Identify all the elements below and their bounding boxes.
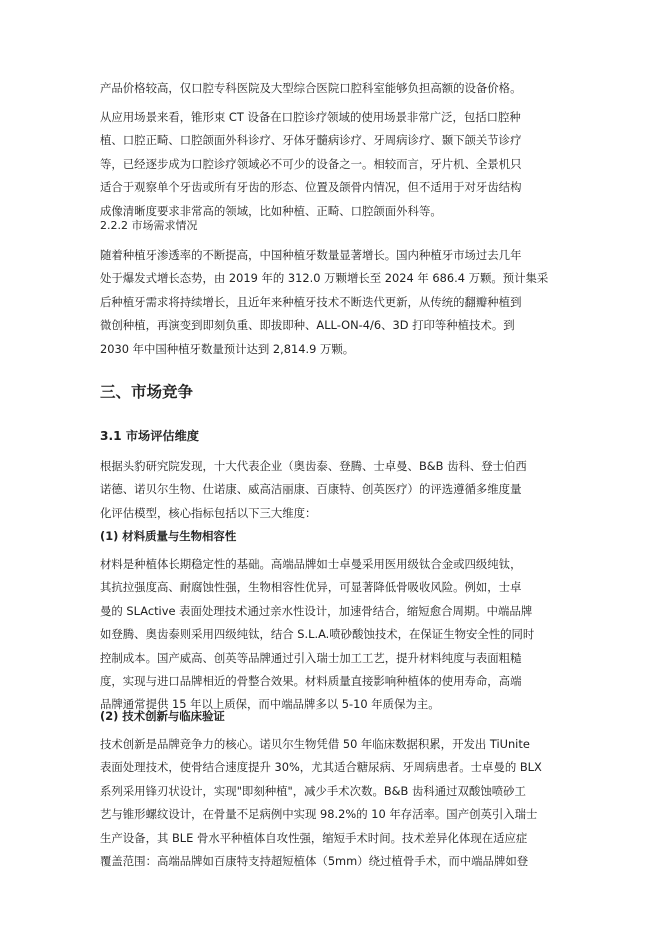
text-line: 生产设备，其 BLE 骨水平种植体自攻性强，缩短手术时间。技术差异化体现在适应症 bbox=[100, 830, 528, 845]
text-line: 成像清晰度要求非常高的领域，比如种植、正畸、口腔颌面外科等。 bbox=[100, 203, 442, 218]
text-line: 覆盖范围：高端品牌如百康特支持超短植体（5mm）绕过植骨手术，而中端品牌如登 bbox=[100, 854, 529, 869]
text-line: 处于爆发式增长态势，由 2019 年的 312.0 万颗增长至 2024 年 686.4 万颗。预计集采 bbox=[100, 271, 549, 286]
paragraph-application-scenarios bbox=[100, 106, 570, 223]
text-line: 艺与锥形螺纹设计，在骨量不足病例中实现 98.2%的 10 年存活率。国产创英引入瑞士 bbox=[100, 807, 538, 822]
text-line: 产品价格较高，仅口腔专科医院及大型综合医院口腔科室能够负担高额的设备价格。 bbox=[100, 81, 522, 95]
text-line: 化评估模型，核心指标包括以下三大维度： bbox=[100, 505, 317, 520]
text-line: 从应用场景来看，锥形束 CT 设备在口腔诊疗领域的使用场景非常广泛，包括口腔种 bbox=[100, 110, 521, 124]
heading-item-1: (1) 材料质量与生物相容性 bbox=[100, 529, 237, 543]
heading-item-2: (2) 技术创新与临床验证 bbox=[100, 709, 225, 723]
paragraph-evaluation-dimensions bbox=[100, 455, 570, 525]
text-line: 其抗拉强度高、耐腐蚀性强，生物相容性优异，可显著降低骨吸收风险。例如，士卓 bbox=[100, 580, 522, 595]
text-line: 诺德、诺贝尔生物、仕诺康、威高洁丽康、百康特、创英医疗）的评选遵循多维度量 bbox=[100, 482, 522, 497]
text-line: 表面处理技术，使骨结合速度提升 30%，尤其适合糖尿病、牙周病患者。士卓曼的 BLX bbox=[100, 760, 542, 775]
heading-section-3: 三、市场竞争 bbox=[100, 383, 194, 401]
text-line: 等，已经逐步成为口腔诊疗领域必不可少的设备之一。相较而言，牙片机、全景机只 bbox=[100, 156, 522, 171]
text-line: 曼的 SLActive 表面处理技术通过亲水性设计，加速骨结合，缩短愈合周期。中端品牌 bbox=[100, 603, 533, 618]
text-line: 如登腾、奥齿泰则采用四级纯钛，结合 S.L.A.喷砂酸蚀技术，在保证生物安全性的同时 bbox=[100, 627, 535, 642]
text-line: 微创种植，再演变到即刻负重、即拔即种、ALL-ON-4/6、3D 打印等种植技术。到 bbox=[100, 318, 515, 333]
text-line: 植、口腔正畸、口腔颌面外科诊疗、牙体牙髓病诊疗、牙周病诊疗、颞下颌关节诊疗 bbox=[100, 133, 522, 148]
paragraph-market-demand bbox=[100, 244, 570, 361]
text-line: 系列采用锋刃状设计，实现"即刻种植"，减少手术次数。B&B 齿科通过双酸蚀喷砂工 bbox=[100, 783, 526, 798]
text-line: 技术创新是品牌竞争力的核心。诺贝尔生物凭借 50 年临床数据积累，开发出 TiUnite bbox=[100, 737, 530, 751]
paragraph-intro-end bbox=[100, 77, 570, 100]
text-line: 随着种植牙渗透率的不断提高，中国种植牙数量显著增长。国内种植牙市场过去几年 bbox=[100, 248, 522, 262]
text-line: 度，实现与进口品牌相近的骨整合效果。材料质量直接影响种植体的使用寿命，高端 bbox=[100, 674, 522, 689]
text-line: 适合于观察单个牙齿或所有牙齿的形态、位置及颌骨内情况，但不适用于对牙齿结构 bbox=[100, 180, 522, 195]
text-line: 材料是种植体长期稳定性的基础。高端品牌如士卓曼采用医用级钛合金或四级纯钛， bbox=[100, 557, 522, 571]
text-line: 2030 年中国种植牙数量预计达到 2,814.9 万颗。 bbox=[100, 341, 355, 356]
heading-2-2-2: 2.2.2 市场需求情况 bbox=[100, 219, 198, 232]
text-line: 控制成本。国产威高、创英等品牌通过引入瑞士加工工艺，提升材料纯度与表面粗糙 bbox=[100, 650, 522, 665]
paragraph-material-quality bbox=[100, 553, 570, 717]
text-line: 后种植牙需求将持续增长，且近年来种植牙技术不断迭代更新，从传统的翻瓣种植到 bbox=[100, 294, 522, 309]
text-line: 根据头豹研究院发现，十大代表企业（奥齿泰、登腾、士卓曼、B&B 齿科、登士伯西 bbox=[100, 459, 527, 473]
paragraph-technical-innovation bbox=[100, 733, 570, 873]
heading-3-1: 3.1 市场评估维度 bbox=[100, 429, 199, 443]
text-line: 品牌通常提供 15 年以上质保，而中端品牌多以 5-10 年质保为主。 bbox=[100, 697, 440, 712]
